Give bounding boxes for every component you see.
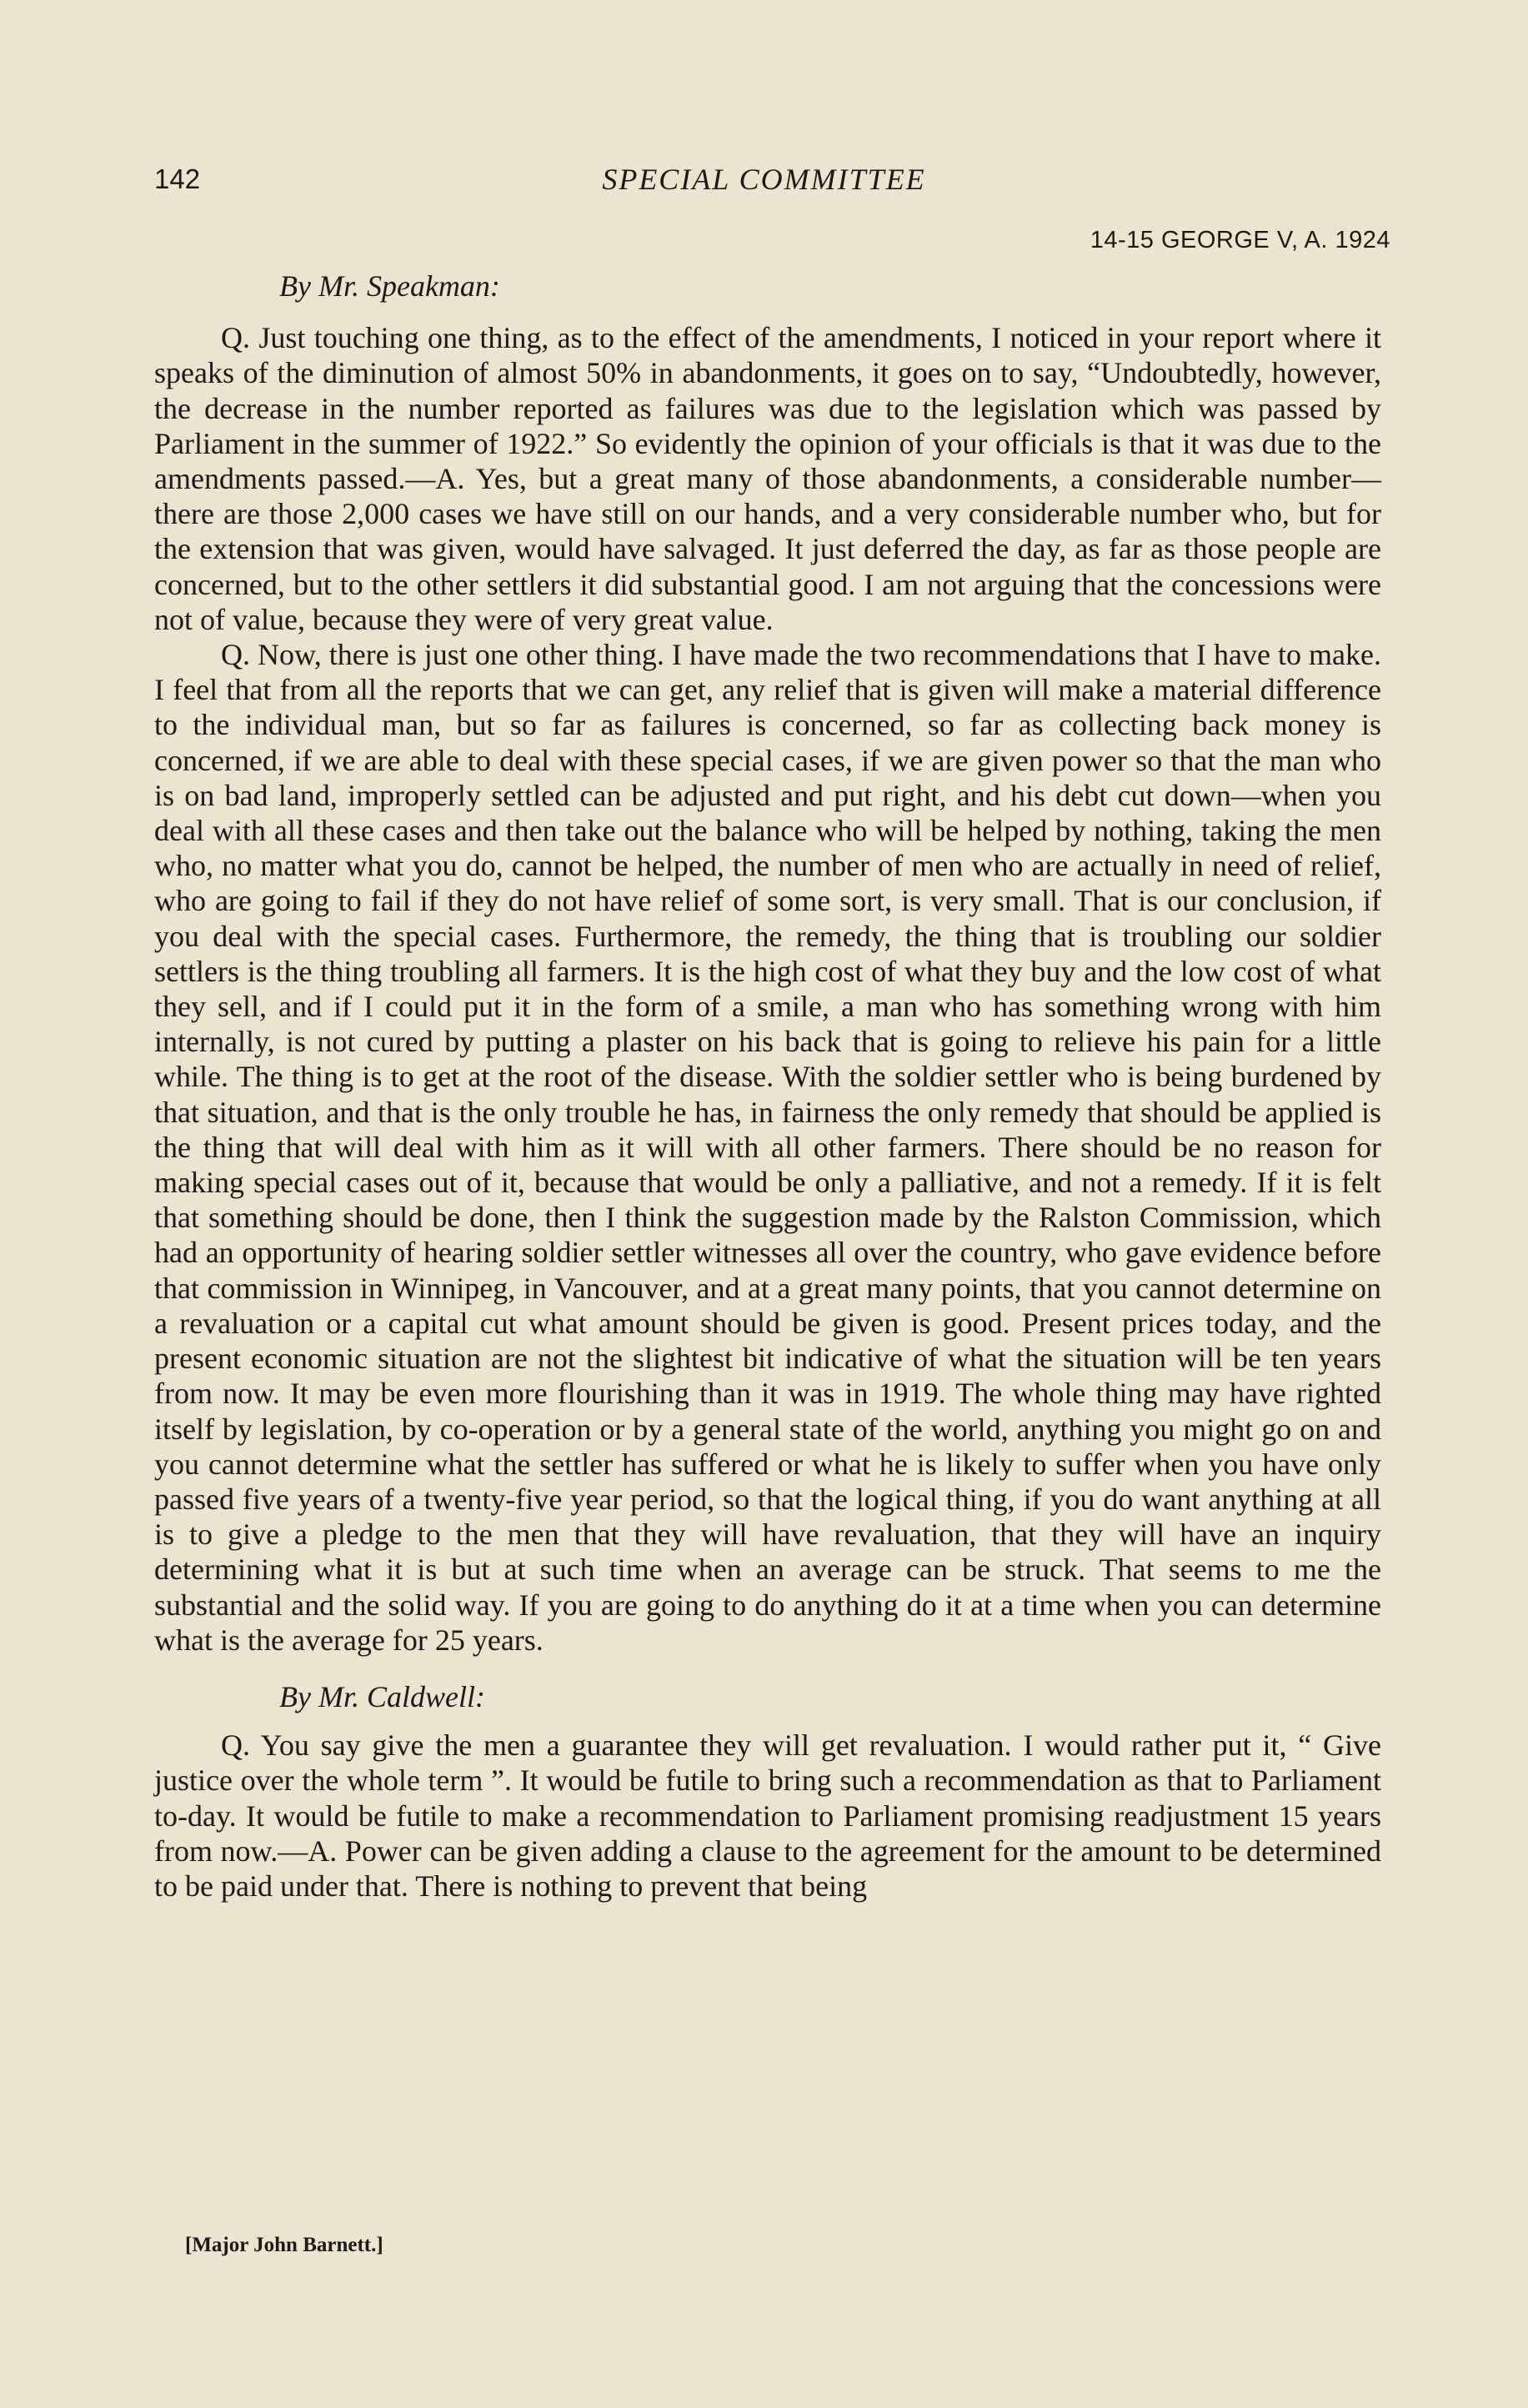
paragraph: Q. Now, there is just one other thing. I have made the two recommendations that I have to make. I feel that from all the reports that we can get, any relief that is given will make a material difference to the individual man, but so far as failures is concerned, so far as collecting back money is concerned, if we are able to deal with these special cases, if we are given power so that the man who is on bad land, improperly settled can be adjusted and put right, and his debt cut down—when you deal with all these cases and then take out the balance who will be helped by nothing, taking the men who, no matter what you do, cannot be helped, the number of men who are actually in need of relief, who are going to fail if they do not have relief of some sort, is very small. That is our conclusion, if you deal with the special cases. Furthermore, the remedy, the thing that is troubling our soldier settlers is the thing troubling all farmers. It is the high cost of what they buy and the low cost of what they sell, and if I could put it in the form of a smile, a man who has something wrong with him internally, is not cured by putting a plaster on his back that is going to relieve his pain for a little while. The thing is to get at the root of the disease. With the soldier settler who is being burdened by that situation, and that is the only trouble he has, in fairness the only remedy that should be applied is the thing that will deal with him as it will with all other farmers. There should be no reason for making special cases out of it, because that would be only a palliative, and not a remedy. If it is felt that something should be done, then I think the suggestion made by the Ralston Commission, which had an opportunity of hearing soldier settler witnesses all over the country, who gave evidence before that commission in Winnipeg, in Vancouver, and at a great many points, that you cannot determine on a revaluation or a capital cut what amount should be given is good. Present prices today, and the present economic situation are not the slightest bit indicative of what the situation will be ten years from now. It may be even more flourishing than it was in 1919. The whole thing may have righted itself by legislation, by co-operation or by a general state of the world, anything you might go on and you cannot determine what the settler has suffered or what he is likely to suffer when you have only passed five years of a twenty-five year period, so that the logical thing, if you do want anything at all is to give a pledge to the men that they will have revaluation, that they will have an inquiry determining what it is but at such time when an average can be struck. That seems to me the substantial and the solid way. If you are going to do anything do it at a time when you can determine what is the average for 25 years.	[154, 638, 1381, 1657]
session-label: 14-15 GEORGE V, A. 1924	[1090, 227, 1390, 253]
page-number: 142	[154, 163, 201, 194]
running-title: SPECIAL COMMITTEE	[602, 163, 926, 196]
paragraph: Q. Just touching one thing, as to the effect of the amendments, I noticed in your report where it speaks of the diminution of almost 50% in abandonments, it goes on to say, “Undoubtedly, however, the decrease in the number reported as failures was due to the legislation which was passed by Parliament in the summer of 1922.” So evidently the opinion of your officials is that it was due to the amendments passed.—A. Yes, but a great many of those abandonments, a considerable number—there are those 2,000 cases we have still on our hands, and a very considerable number who, but for the extension that was given, would have salvaged. It just deferred the day, as far as those people are concerned, but to the other settlers it did substantial good. I am not arguing that the concessions were not of value, because they were of very great value.	[154, 321, 1381, 636]
speaker-heading: By Mr. Speakman:	[279, 269, 500, 303]
paragraph: Q. You say give the men a guarantee they will get revaluation. I would rather put it, “ Give justice over the whole term ”. It would be futile to bring such a recommendation as that to Parliament to-day. It would be futile to make a recommendation to Parliament promising readjustment 15 years from now.—A. Power can be given adding a clause to the agreement for the amount to be determined to be paid under that. There is nothing to prevent that being	[154, 1728, 1381, 1903]
document-body	[154, 268, 1381, 1904]
witness-footer: [Major John Barnett.]	[185, 2234, 383, 2256]
speaker-heading: By Mr. Caldwell:	[279, 1679, 485, 1713]
